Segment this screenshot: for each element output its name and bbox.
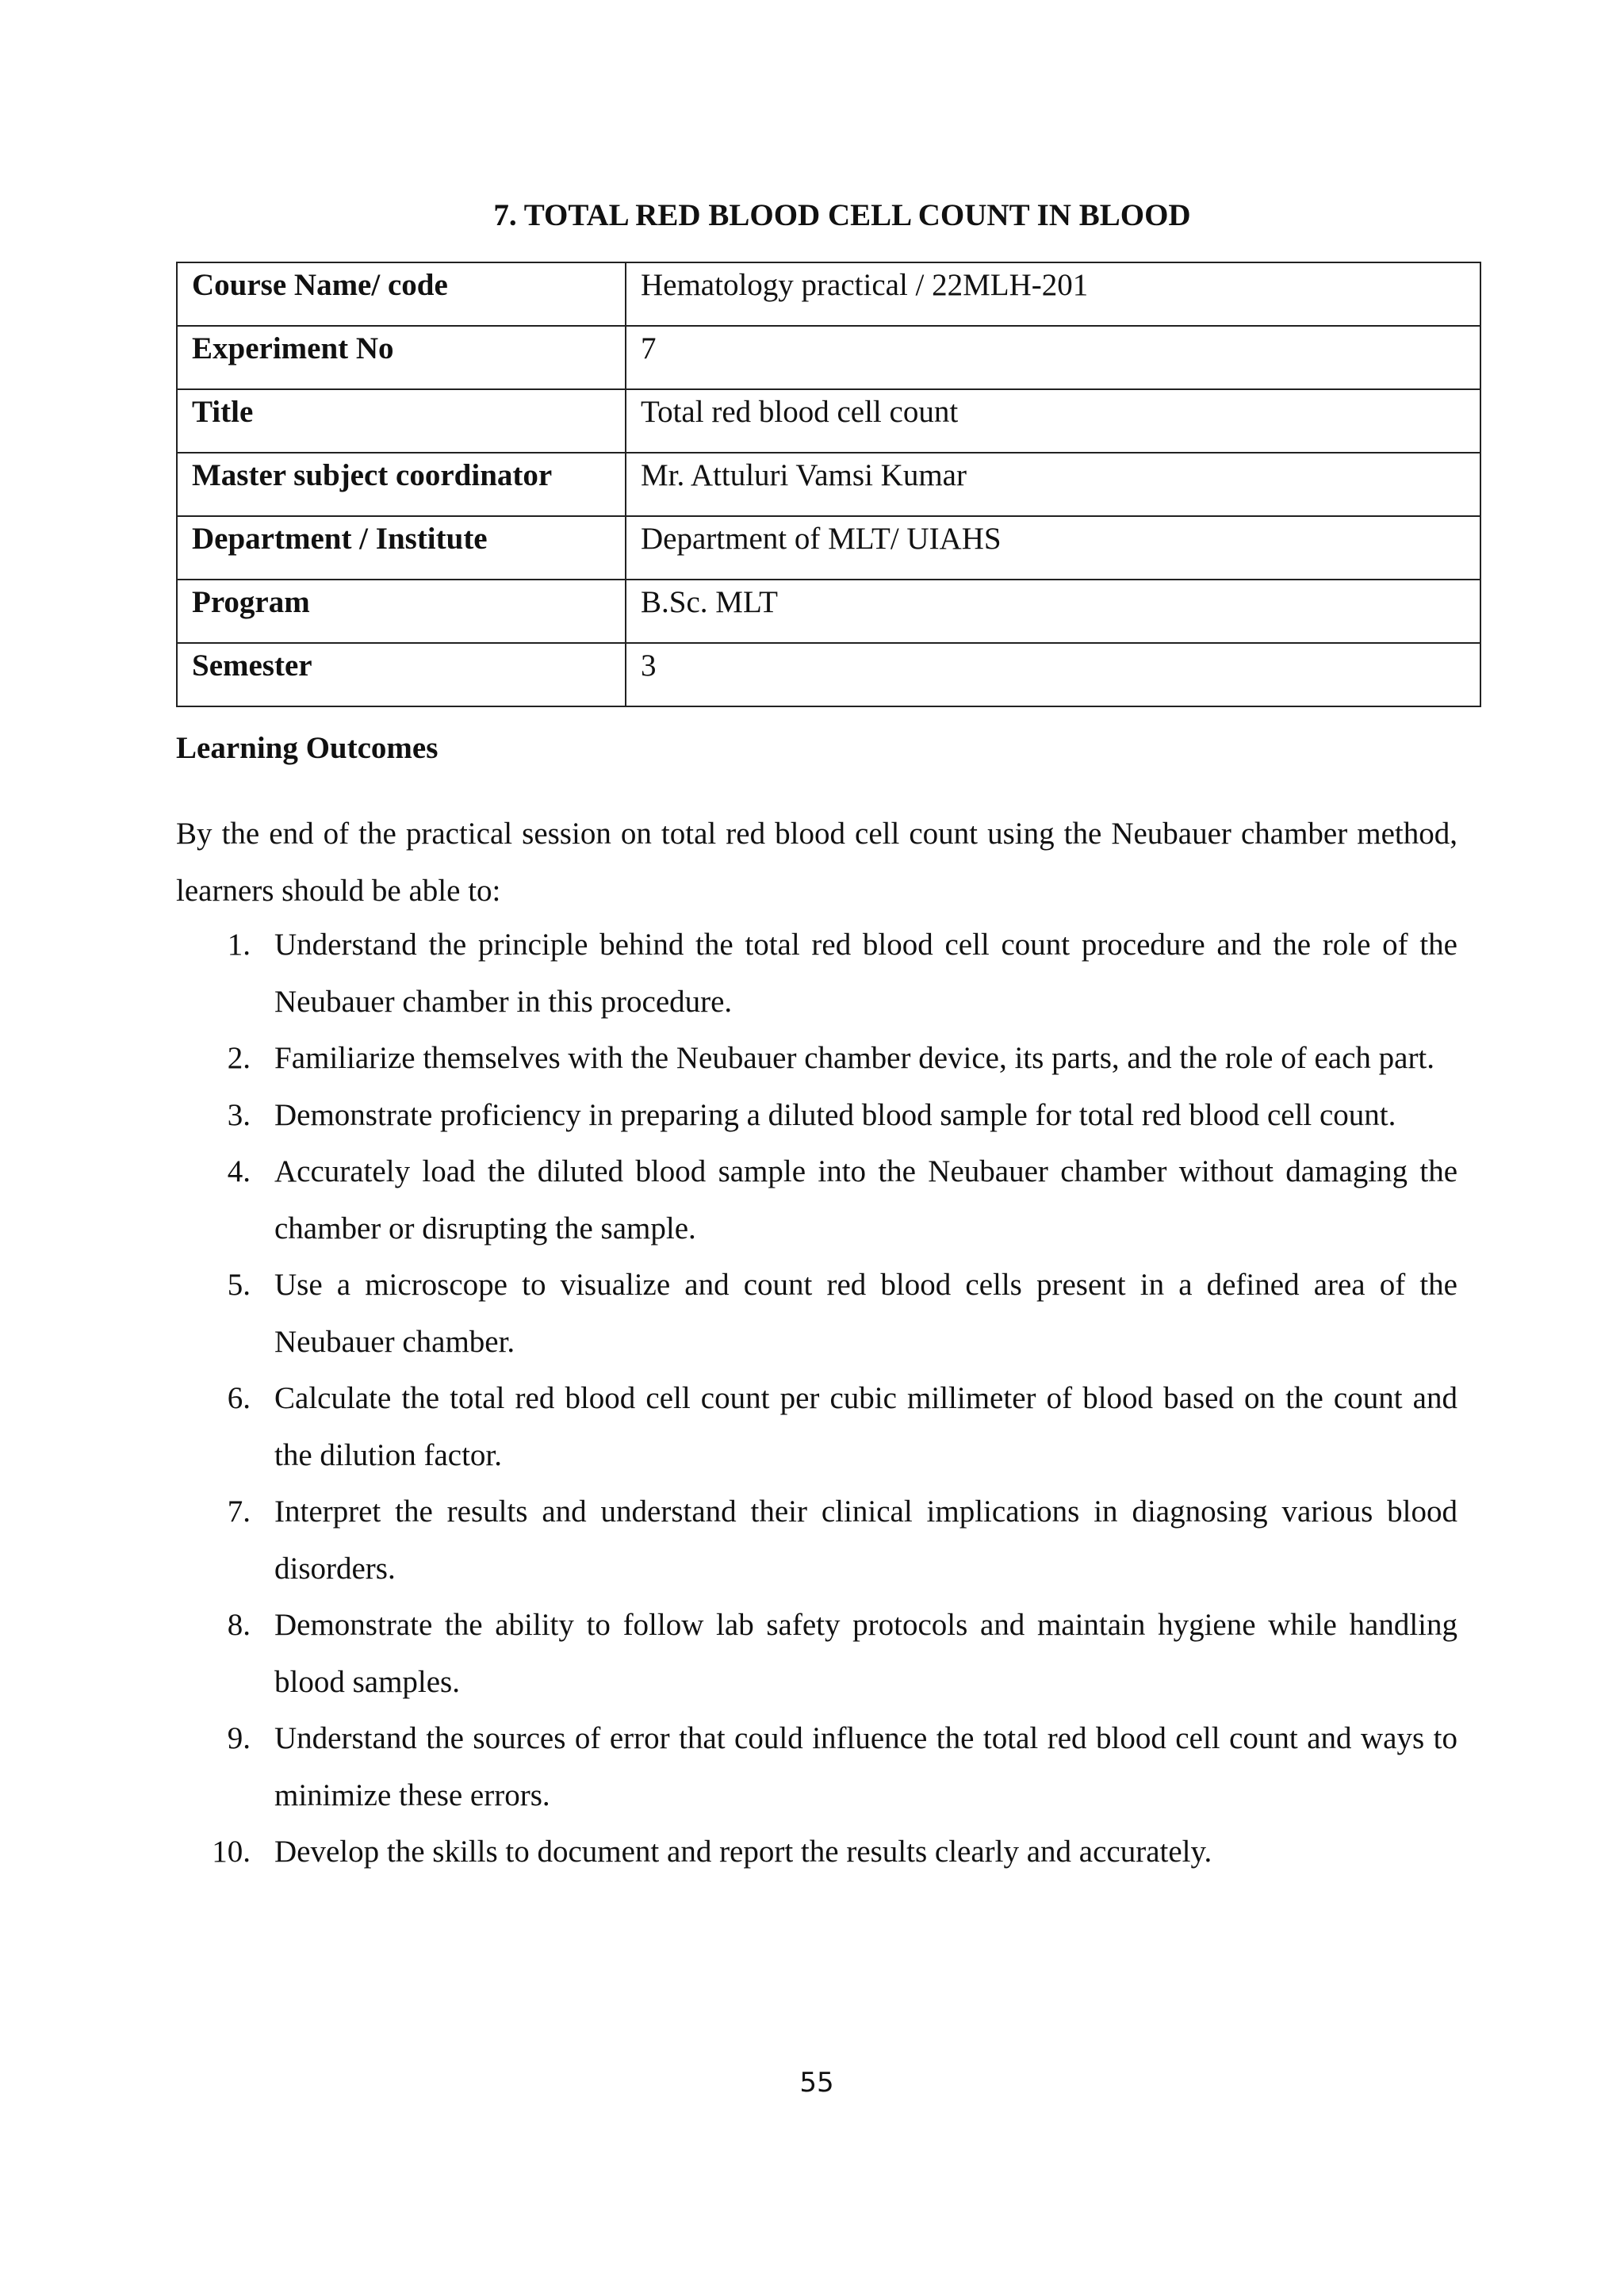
table-label-cell: Course Name/ code: [177, 262, 626, 326]
list-item-number: 3.: [227, 1097, 251, 1132]
list-item: [176, 1257, 1457, 1370]
list-item: [176, 1030, 1457, 1087]
learning-outcomes-intro: By the end of the practical session on total red blood cell count using the Neubauer chamber method, learners should be able to:: [176, 817, 1457, 908]
table-row-title: [177, 389, 1480, 453]
learning-outcomes-list: [176, 916, 1457, 1881]
list-item-text: Calculate the total red blood cell count per cubic millimeter of blood based on the count and the dilution factor.: [274, 1381, 1457, 1472]
table-label-cell: Program: [177, 580, 626, 643]
list-item: [176, 1597, 1457, 1710]
list-item: [176, 1710, 1457, 1823]
list-item-text: Demonstrate proficiency in preparing a diluted blood sample for total red blood cell count.: [274, 1097, 1396, 1132]
list-item-number: 5.: [227, 1268, 251, 1302]
list-item-text: Use a microscope to visualize and count red blood cells present in a defined area of the Neubauer chamber.: [274, 1268, 1457, 1359]
list-item-text: Understand the principle behind the total red blood cell count procedure and the role of the Neubauer chamber in this procedure.: [274, 928, 1457, 1019]
table-label-cell: Department / Institute: [177, 516, 626, 580]
table-value-cell: 3: [626, 643, 1480, 706]
table-row-coordinator: [177, 453, 1480, 516]
list-item-number: 8.: [227, 1608, 251, 1642]
list-item: [176, 1143, 1457, 1257]
list-item: [176, 1370, 1457, 1483]
list-item-text: Interpret the results and understand their clinical implications in diagnosing various blood disorders.: [274, 1494, 1457, 1586]
list-item: [176, 1823, 1457, 1881]
list-item-number: 7.: [227, 1494, 251, 1529]
table-value-cell: Total red blood cell count: [626, 389, 1480, 453]
list-item-text: Demonstrate the ability to follow lab safety protocols and maintain hygiene while handling blood samples.: [274, 1608, 1457, 1699]
list-item-number: 4.: [227, 1154, 251, 1188]
table-row-semester: [177, 643, 1480, 706]
list-item-number: 10.: [212, 1835, 251, 1869]
page-title: 7. TOTAL RED BLOOD CELL COUNT IN BLOOD: [493, 198, 1191, 232]
table-value-cell: Hematology practical / 22MLH-201: [626, 262, 1480, 326]
list-item-number: 6.: [227, 1381, 251, 1415]
list-item-text: Familiarize themselves with the Neubauer chamber device, its parts, and the role of each part.: [274, 1041, 1435, 1075]
list-item: [176, 1087, 1457, 1144]
course-info-table: [176, 262, 1481, 707]
table-label-cell: Title: [177, 389, 626, 453]
table-row-experiment-no: [177, 326, 1480, 389]
learning-outcomes-heading: Learning Outcomes: [176, 731, 439, 765]
list-item-text: Understand the sources of error that could influence the total red blood cell count and ways to minimize these errors.: [274, 1721, 1457, 1812]
list-item-number: 2.: [227, 1041, 251, 1075]
table-value-cell: Mr. Attuluri Vamsi Kumar: [626, 453, 1480, 516]
list-item-number: 1.: [227, 928, 251, 962]
table-value-cell: Department of MLT/ UIAHS: [626, 516, 1480, 580]
list-item-number: 9.: [227, 1721, 251, 1755]
table-value-cell: 7: [626, 326, 1480, 389]
list-item-text: Accurately load the diluted blood sample into the Neubauer chamber without damaging the chamber or disrupting the sample.: [274, 1154, 1457, 1246]
table-label-cell: Experiment No: [177, 326, 626, 389]
table-value-cell: B.Sc. MLT: [626, 580, 1480, 643]
table-row-program: [177, 580, 1480, 643]
table-label-cell: Semester: [177, 643, 626, 706]
list-item: [176, 916, 1457, 1030]
table-row-department: [177, 516, 1480, 580]
list-item-text: Develop the skills to document and report the results clearly and accurately.: [274, 1835, 1212, 1869]
table-row-course-name: [177, 262, 1480, 326]
page-number: 55: [799, 2067, 834, 2099]
table-label-cell: Master subject coordinator: [177, 453, 626, 516]
list-item: [176, 1483, 1457, 1597]
